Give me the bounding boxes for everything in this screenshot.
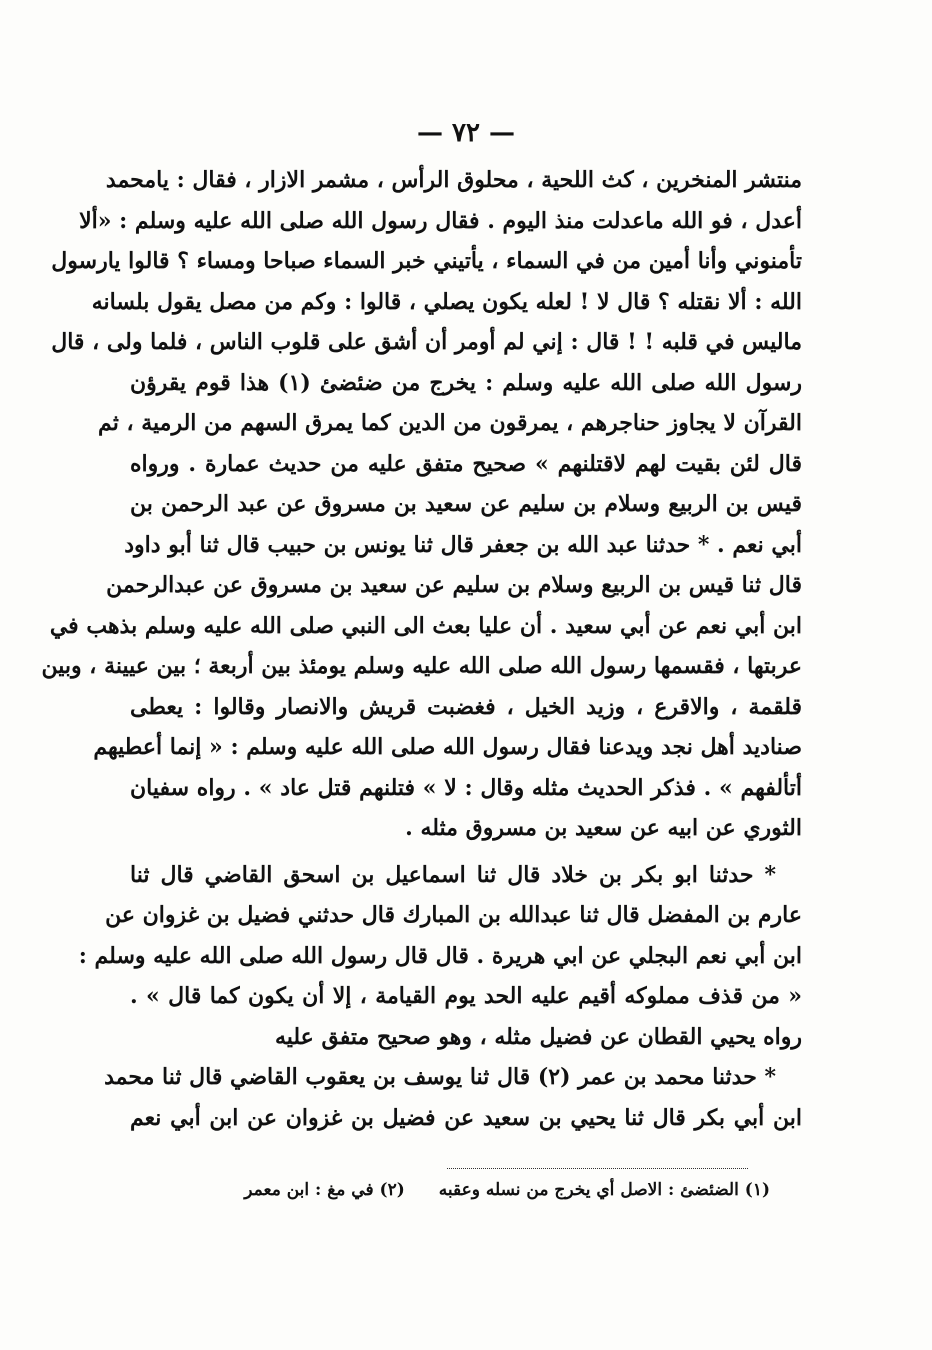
text-line: الثوري عن ابيه عن سعيد بن مسروق مثله .: [405, 815, 802, 841]
footnote-2: (٢) في مغ : ابن معمر: [244, 1180, 405, 1200]
text-line: * حدثنا محمد بن عمر (٢) قال ثنا يوسف بن يعقوب القاضي قال ثنا محمد: [104, 1064, 776, 1090]
text-line: أبي نعم . * حدثنا عبد الله بن جعفر قال ثنا يونس بن حبيب قال ثنا أبو داود: [124, 531, 802, 558]
text-line: رواه يحيي القطان عن فضيل مثله ، وهو صحيح متفق عليه: [274, 1023, 802, 1050]
text-line: عربتها ، فقسمها رسول الله صلى الله عليه وسلم يومئذ بين أربعة ؛ بين عيينة ، وبين: [41, 653, 802, 679]
text-line: تأمنوني وأنا أمين من في السماء ، يأتيني خبر السماء صباحا ومساء ؟ قالوا يارسول: [51, 248, 802, 274]
text-line: منتشر المنخرين ، كث اللحية ، محلوق الرأس ، مشمر الازار ، فقال : يامحمد: [105, 167, 802, 193]
text-line: قال ثنا قيس بن الربيع وسلام بن سليم عن سعيد بن مسروق عن عبدالرحمن: [106, 572, 802, 598]
footnotes: [170, 1180, 770, 1200]
text-line: رسول الله صلى الله عليه وسلم : يخرج من ضئضئ (١) هذا قوم يقرؤن: [130, 369, 803, 396]
text-line: * حدثنا ابو بكر بن خلاد قال ثنا اسماعيل بن اسحق القاضي قال ثنا: [130, 861, 776, 888]
text-line: ابن أبي نعم عن أبي سعيد . أن عليا بعث الى النبي صلى الله عليه وسلم بذهب في: [49, 612, 802, 639]
text-line: قيس بن الربيع وسلام بن سليم عن سعيد بن مسروق عن عبد الرحمن بن: [130, 491, 802, 517]
page-number: — ٧٢ —: [416, 118, 516, 148]
text-line: القرآن لا يجاوز حناجرهم ، يمرقون من الدين كما يمرق السهم من الرمية ، ثم: [98, 410, 802, 436]
body-text: [41, 160, 803, 1138]
text-line: أتألفهم » . فذكر الحديث مثله وقال : لا » فتلنهم قتل عاد » . رواه سفيان: [130, 774, 802, 801]
text-line: صناديد أهل نجد ويدعنا فقال رسول الله صلى الله عليه وسلم : « إنما أعطيهم: [93, 734, 802, 760]
text-line: ابن أبي بكر قال ثنا يحيي بن سعيد عن فضيل بن غزوان عن ابن أبي نعم: [130, 1104, 802, 1131]
footnote-divider: [447, 1168, 748, 1169]
footnote-1: (١) الضئضئ : الاصل أي يخرج من نسله وعقبه: [438, 1180, 770, 1200]
text-line: ماليس في قلبه ! ! قال : إني لم أومر أن أشق على قلوب الناس ، فلما ولى ، قال: [51, 329, 802, 355]
text-line: عارم بن المفضل قال ثنا عبدالله بن المبارك قال حدثني فضيل بن غزوان عن: [105, 902, 802, 928]
text-line: الله : ألا نقتله ؟ قال لا ! لعله يكون يصلي ، قالوا : وكم من مصل يقول بلسانه: [91, 288, 802, 315]
text-line: ابن أبي نعم البجلي عن ابي هريرة . قال قال رسول الله صلى الله عليه وسلم :: [78, 942, 802, 969]
text-line: قلقمة ، والاقرع ، وزيد الخيل ، فغضبت قريش والانصار وقالوا : يعطى: [130, 693, 802, 720]
text-line: « من قذف مملوكه أقيم عليه الحد يوم القيامة ، إلا أن يكون كما قال » .: [130, 983, 802, 1009]
text-line: قال لئن بقيت لهم لاقتلنهم » صحيح متفق عليه من حديث عمارة . ورواه: [130, 450, 802, 477]
text-line: أعدل ، فو الله ماعدلت منذ اليوم . فقال رسول الله صلى الله عليه وسلم : «ألا: [79, 207, 802, 234]
